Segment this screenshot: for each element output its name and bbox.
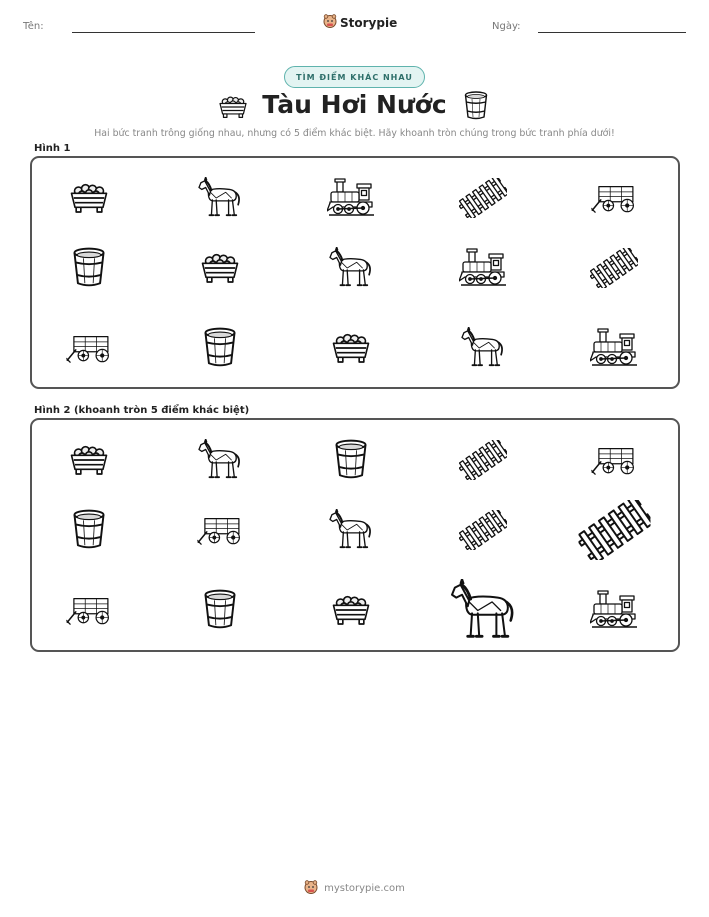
rail-track-icon[interactable]: [564, 493, 664, 567]
wagon-icon[interactable]: [170, 493, 270, 567]
coal-cart-icon: [39, 161, 139, 235]
page-title: Tàu Hơi Nước: [262, 90, 447, 119]
picture2-label: Hình 2 (khoanh tròn 5 điểm khác biệt): [34, 405, 250, 416]
mascot-icon: [323, 14, 337, 31]
wagon-icon: [564, 161, 664, 235]
bucket-icon: [170, 311, 270, 385]
footer-site[interactable]: mystorypie.com: [324, 883, 405, 894]
locomotive-icon: [301, 161, 401, 235]
bucket-icon[interactable]: [301, 423, 401, 497]
coal-cart-icon: [170, 231, 270, 305]
picture1-panel: [30, 156, 680, 389]
horse-icon: [301, 231, 401, 305]
footer: [0, 880, 709, 897]
bucket-icon[interactable]: [39, 493, 139, 567]
coal-cart-icon[interactable]: [301, 573, 401, 647]
wagon-icon[interactable]: [39, 573, 139, 647]
mascot-icon: [304, 880, 318, 897]
title-bucket-icon: [463, 91, 489, 125]
bucket-icon[interactable]: [170, 573, 270, 647]
bucket-icon: [39, 231, 139, 305]
brand-logo: [323, 14, 397, 31]
horse-icon: [170, 161, 270, 235]
horse-icon[interactable]: [170, 423, 270, 497]
activity-badge: TÌM ĐIỂM KHÁC NHAU: [284, 66, 425, 88]
name-label: Tên:: [23, 21, 44, 32]
name-line[interactable]: [72, 32, 255, 33]
instructions: Hai bức tranh trông giống nhau, nhưng có 5 điểm khác biệt. Hãy khoanh tròn chúng trong bức tranh phía dưới!: [94, 128, 615, 139]
coal-cart-icon: [301, 311, 401, 385]
wagon-icon: [39, 311, 139, 385]
horse-icon: [433, 311, 533, 385]
picture1-label: Hình 1: [34, 143, 71, 154]
date-label: Ngày:: [492, 21, 521, 32]
rail-track-icon[interactable]: [433, 423, 533, 497]
coal-cart-icon[interactable]: [39, 423, 139, 497]
picture2-panel[interactable]: [30, 418, 680, 652]
horse-icon[interactable]: [433, 573, 533, 647]
rail-track-icon: [433, 161, 533, 235]
wagon-icon[interactable]: [564, 423, 664, 497]
rail-track-icon[interactable]: [433, 493, 533, 567]
locomotive-icon: [564, 311, 664, 385]
date-line[interactable]: [538, 32, 686, 33]
rail-track-icon: [564, 231, 664, 305]
horse-icon[interactable]: [301, 493, 401, 567]
brand-name: Storypie: [340, 15, 398, 30]
locomotive-icon[interactable]: [564, 573, 664, 647]
locomotive-icon: [433, 231, 533, 305]
